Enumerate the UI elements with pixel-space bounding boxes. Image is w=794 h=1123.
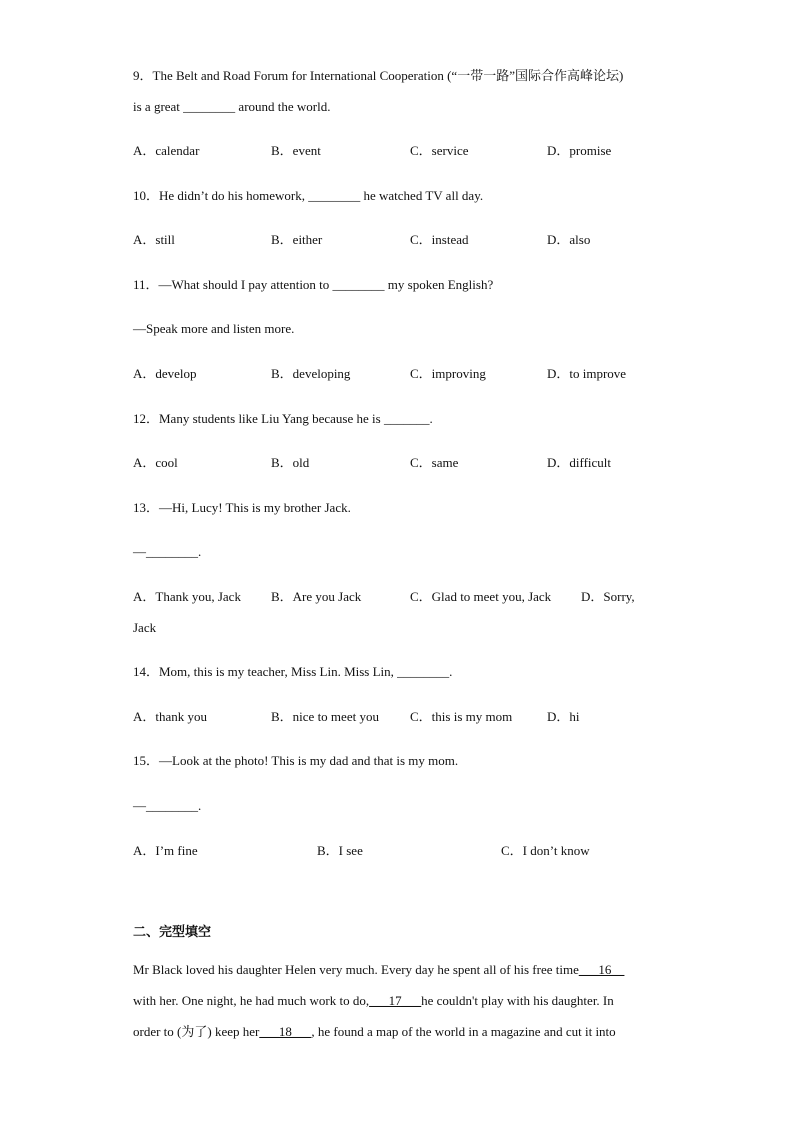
q11-option-a[interactable]: A．develop: [133, 366, 197, 381]
q15-stem-line-2: —________.: [133, 798, 202, 813]
q12-option-d[interactable]: D．difficult: [547, 455, 612, 470]
q10-stem-line-1: 10．He didn’t do his homework, ________ he watched TV all day.: [133, 188, 484, 203]
q13-options: [0, 589, 794, 605]
q13-stem-line-1: 13．—Hi, Lucy! This is my brother Jack.: [133, 500, 351, 515]
q14-options: [0, 709, 794, 725]
q15-option-c[interactable]: C．I don’t know: [501, 843, 590, 858]
q9-option-b[interactable]: B．event: [271, 143, 321, 158]
q10-option-a[interactable]: A．still: [133, 232, 175, 247]
q12-option-b[interactable]: B．old: [271, 455, 310, 470]
q14-option-c[interactable]: C．this is my mom: [410, 709, 513, 724]
q10-options: [0, 232, 794, 248]
q9-stem-line-2: is a great ________ around the world.: [133, 99, 331, 114]
q9-stem-line-1: 9．The Belt and Road Forum for International Cooperation (“一带一路”国际合作高峰论坛): [133, 68, 624, 83]
q9-option-a[interactable]: A．calendar: [133, 143, 200, 158]
q10-option-c[interactable]: C．instead: [410, 232, 469, 247]
q9-option-d[interactable]: D．promise: [547, 143, 612, 158]
passage-line-2: [133, 993, 663, 1009]
passage-line-3-after: , he found a map of the world in a magazine and cut it into: [311, 1024, 616, 1039]
q14-stem-line-1: 14．Mom, this is my teacher, Miss Lin. Miss Lin, ________.: [133, 664, 453, 679]
q15-option-a[interactable]: A．I’m fine: [133, 843, 198, 858]
q11-stem-line-2: —Speak more and listen more.: [133, 321, 295, 336]
q13-option-d-wrap: Jack: [133, 620, 157, 635]
q11-stem-line-1: 11．—What should I pay attention to ________ my spoken English?: [133, 277, 494, 292]
q11-options: [0, 366, 794, 382]
passage-line-2-text: with her. One night, he had much work to do,: [133, 993, 370, 1008]
passage-line-3-text: order to (为了) keep her: [133, 1024, 260, 1039]
q14-option-b[interactable]: B．nice to meet you: [271, 709, 379, 724]
q10-option-b[interactable]: B．either: [271, 232, 323, 247]
q13-option-d[interactable]: D．Sorry,: [581, 589, 635, 604]
blank-16[interactable]: ___16__: [578, 962, 625, 977]
q13-option-a[interactable]: A．Thank you, Jack: [133, 589, 241, 604]
q9-option-c[interactable]: C．service: [410, 143, 469, 158]
q13-option-c[interactable]: C．Glad to meet you, Jack: [410, 589, 552, 604]
q13-option-b[interactable]: B．Are you Jack: [271, 589, 362, 604]
q12-options: [0, 455, 794, 471]
q11-option-c[interactable]: C．improving: [410, 366, 486, 381]
blank-17[interactable]: ___17___: [369, 993, 422, 1008]
q14-option-a[interactable]: A．thank you: [133, 709, 208, 724]
q14-option-d[interactable]: D．hi: [547, 709, 580, 724]
q13-stem-line-2: —________.: [133, 544, 202, 559]
q15-option-b[interactable]: B．I see: [317, 843, 363, 858]
q9-options: [0, 143, 794, 159]
q15-stem-line-1: 15．—Look at the photo! This is my dad and that is my mom.: [133, 753, 459, 768]
q11-option-b[interactable]: B．developing: [271, 366, 351, 381]
q15-options: [0, 843, 794, 859]
passage-line-1-text: Mr Black loved his daughter Helen very much. Every day he spent all of his free time: [133, 962, 579, 977]
q10-option-d[interactable]: D．also: [547, 232, 591, 247]
q11-option-d[interactable]: D．to improve: [547, 366, 627, 381]
q12-stem-line-1: 12．Many students like Liu Yang because he is _______.: [133, 411, 433, 426]
passage-line-2-after: he couldn't play with his daughter. In: [421, 993, 614, 1008]
blank-18[interactable]: ___18___: [259, 1024, 312, 1039]
q12-option-a[interactable]: A．cool: [133, 455, 178, 470]
passage-line-1: [133, 962, 663, 978]
q12-option-c[interactable]: C．same: [410, 455, 459, 470]
passage-line-3: [133, 1024, 663, 1040]
section-title-cloze: 二、完型填空: [133, 925, 212, 940]
